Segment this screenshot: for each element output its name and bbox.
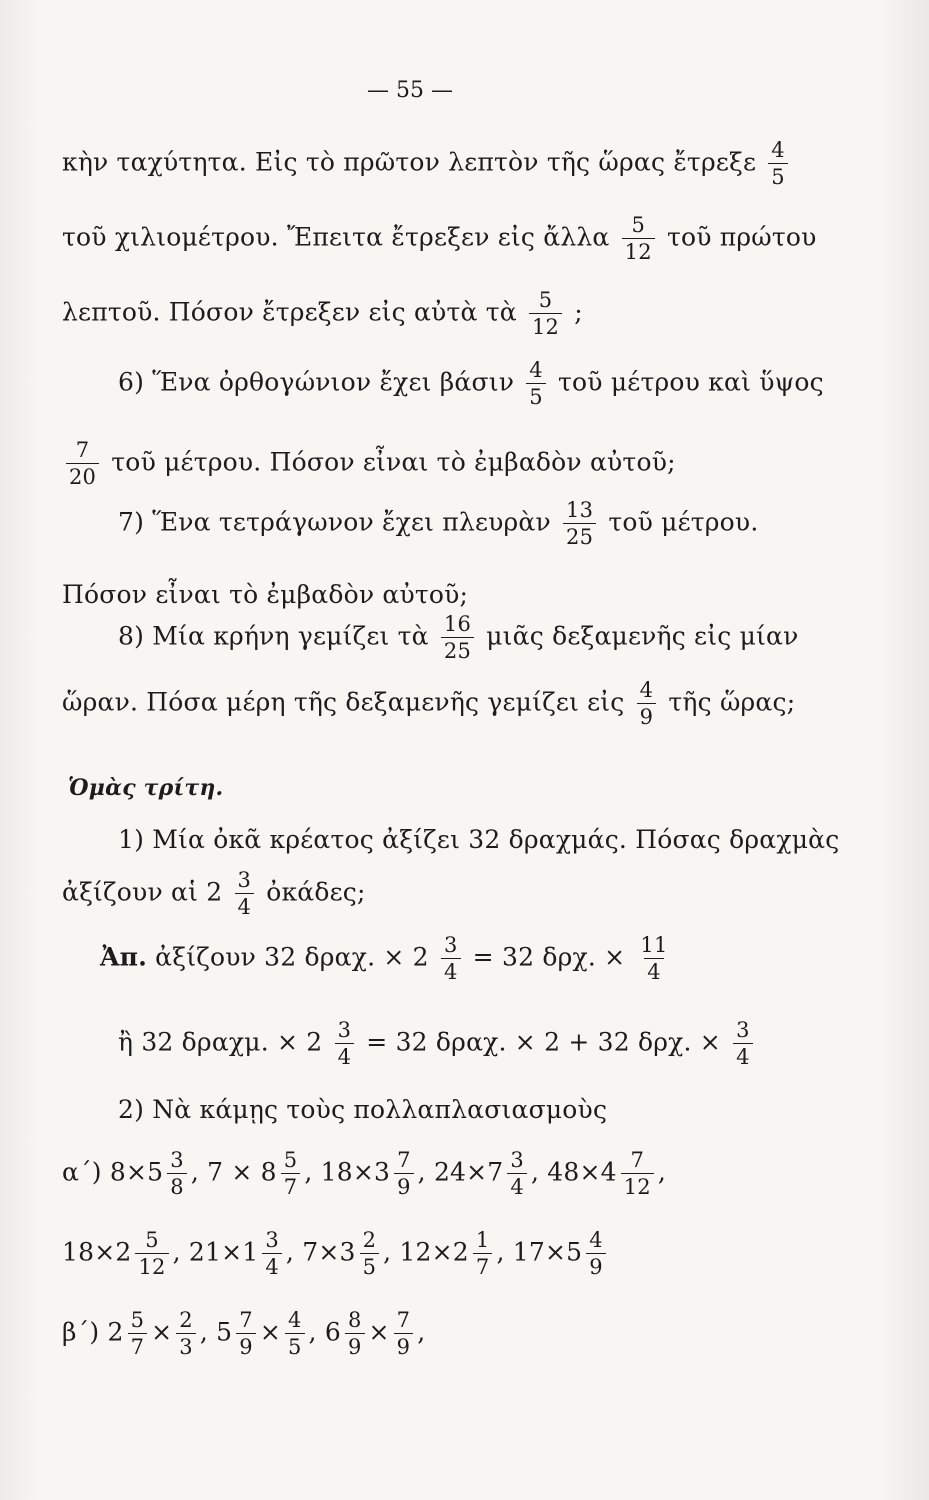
expression-prefix: , 48×4 <box>530 1157 617 1187</box>
fraction: $\frac{16}{25}$ <box>441 614 474 662</box>
expression-prefix: × <box>151 1317 173 1347</box>
exercise-row-alpha <box>62 1150 666 1198</box>
expression-prefix: 18×2 <box>62 1237 132 1267</box>
expression-prefix: , 21×1 <box>172 1237 259 1267</box>
fraction: $\frac{3}{4}$ <box>507 1150 527 1198</box>
text-line-2: τοῦ χιλιομέτρου. Ἔπειτα ἔτρεξεν εἰς ἄλλα $\frac{5}{12}$ τοῦ πρώτου <box>62 213 817 264</box>
fraction: $\frac{2}{5}$ <box>360 1230 380 1278</box>
fraction: $\frac{3}{4}$ <box>262 1230 282 1278</box>
fraction: $\frac{11}{4}$ <box>640 933 668 984</box>
fraction: $\frac{4}{9}$ <box>637 680 657 728</box>
page-number: — 55 — <box>367 78 453 103</box>
text-line-5: $\frac{7}{20}$ τοῦ μέτρου. Πόσον εἶναι τὸ ἐμβαδὸν αὐτοῦ; <box>62 440 676 488</box>
fraction: $\frac{5}{7}$ <box>128 1310 148 1358</box>
expression-prefix: , 5 <box>199 1317 233 1347</box>
text-line-3: λεπτοῦ. Πόσον ἔτρεξεν εἰς αὐτὰ τὰ $\frac{5}{12}$ ; <box>62 288 583 339</box>
text-line-1 <box>62 140 792 188</box>
expression-prefix: , 24×7 <box>417 1157 504 1187</box>
expression-prefix: α΄) 8×5 <box>62 1157 164 1187</box>
answer-line: Ἀπ. ἀξίζουν 32 δραχ. × 2 $\frac{3}{4}$ = 32 δρχ. × $\frac{11}{4}$ <box>100 935 675 983</box>
fraction: $\frac{7}{9}$ <box>394 1310 414 1358</box>
exercise-row-beta <box>62 1310 425 1358</box>
expression-prefix: , 7×3 <box>285 1237 356 1267</box>
exercise-7: 7) Ἕνα τετράγωνον ἔχει πλευρὰν $\frac{13}{25}$ τοῦ μέτρου. <box>118 498 759 549</box>
fraction: $\frac{7}{9}$ <box>394 1150 414 1198</box>
answer-label: Ἀπ. <box>100 942 147 972</box>
fraction: $\frac{13}{25}$ <box>563 500 596 548</box>
exercise-8: 8) Μία κρήνη γεμίζει τὰ $\frac{16}{25}$ μιᾶς δεξαμενῆς εἰς μίαν <box>118 612 799 663</box>
expression-prefix: × <box>259 1317 281 1347</box>
fraction: $\frac{4}{5}$ <box>285 1310 305 1358</box>
expression-prefix: , 6 <box>308 1317 341 1347</box>
fraction: $\frac{7}{20}$ <box>66 440 99 488</box>
trailing-comma: , <box>657 1157 667 1187</box>
fraction: $\frac{4}{5}$ <box>768 140 788 188</box>
exercise-row-alpha-2 <box>62 1230 610 1278</box>
trailing-comma: , <box>417 1317 426 1347</box>
fraction: $\frac{7}{9}$ <box>236 1310 256 1358</box>
fraction: $\frac{3}{4}$ <box>235 870 255 918</box>
fraction: $\frac{3}{4}$ <box>335 1020 355 1068</box>
expression-prefix: × <box>368 1317 390 1347</box>
text-line-9: ὥραν. Πόσα μέρη τῆς δεξαμενῆς γεμίζει εἰς $\frac{4}{9}$ τῆς ὥρας; <box>62 678 796 729</box>
fraction: $\frac{4}{9}$ <box>586 1230 606 1278</box>
fraction: $\frac{5}{12}$ <box>622 215 655 263</box>
fraction: $\frac{8}{9}$ <box>345 1310 365 1358</box>
expression-prefix: β΄) 2 <box>62 1317 124 1347</box>
text-line-7: Πόσον εἶναι τὸ ἐμβαδὸν αὐτοῦ; <box>62 580 469 609</box>
answer-line-2: ἢ 32 δραχμ. × 2 $\frac{3}{4}$ = 32 δραχ. × 2 + 32 δρχ. × $\frac{3}{4}$ <box>118 1020 757 1068</box>
problem-2: 2) Νὰ κάμῃς τοὺς πολλαπλασιασμοὺς <box>118 1095 608 1124</box>
fraction: $\frac{3}{8}$ <box>167 1150 187 1198</box>
text-line-11: ἀξίζουν αἱ 2 $\frac{3}{4}$ ὀκάδες; <box>62 868 366 919</box>
expression-prefix: , 18×3 <box>304 1157 391 1187</box>
fraction: $\frac{5}{12}$ <box>529 290 562 338</box>
fraction: $\frac{7}{12}$ <box>621 1150 654 1198</box>
fraction: $\frac{5}{7}$ <box>281 1150 301 1198</box>
expression-prefix: , 7 × 8 <box>190 1157 277 1187</box>
section-heading: Ὁμὰς τρίτη. <box>68 775 224 801</box>
line-text: κὴν ταχύτητα. Εἰς τὸ πρῶτον λεπτὸν τῆς ὥρας ἔτρεξε <box>62 147 757 177</box>
expression-prefix: , 12×2 <box>383 1237 469 1267</box>
expression-prefix: , 17×5 <box>496 1237 583 1267</box>
fraction: $\frac{5}{12}$ <box>135 1230 168 1278</box>
fraction: $\frac{3}{4}$ <box>733 1020 753 1068</box>
fraction: $\frac{2}{3}$ <box>176 1310 196 1358</box>
fraction: $\frac{1}{7}$ <box>473 1230 493 1278</box>
exercise-6: 6) Ἕνα ὀρθογώνιον ἔχει βάσιν $\frac{4}{5}$ τοῦ μέτρου καὶ ὕψος <box>118 358 824 409</box>
problem-1: 1) Μία ὀκᾶ κρέατος ἀξίζει 32 δραχμάς. Πόσας δραχμὰς <box>118 825 840 854</box>
fraction: $\frac{4}{5}$ <box>526 360 546 408</box>
fraction: $\frac{3}{4}$ <box>441 935 461 983</box>
